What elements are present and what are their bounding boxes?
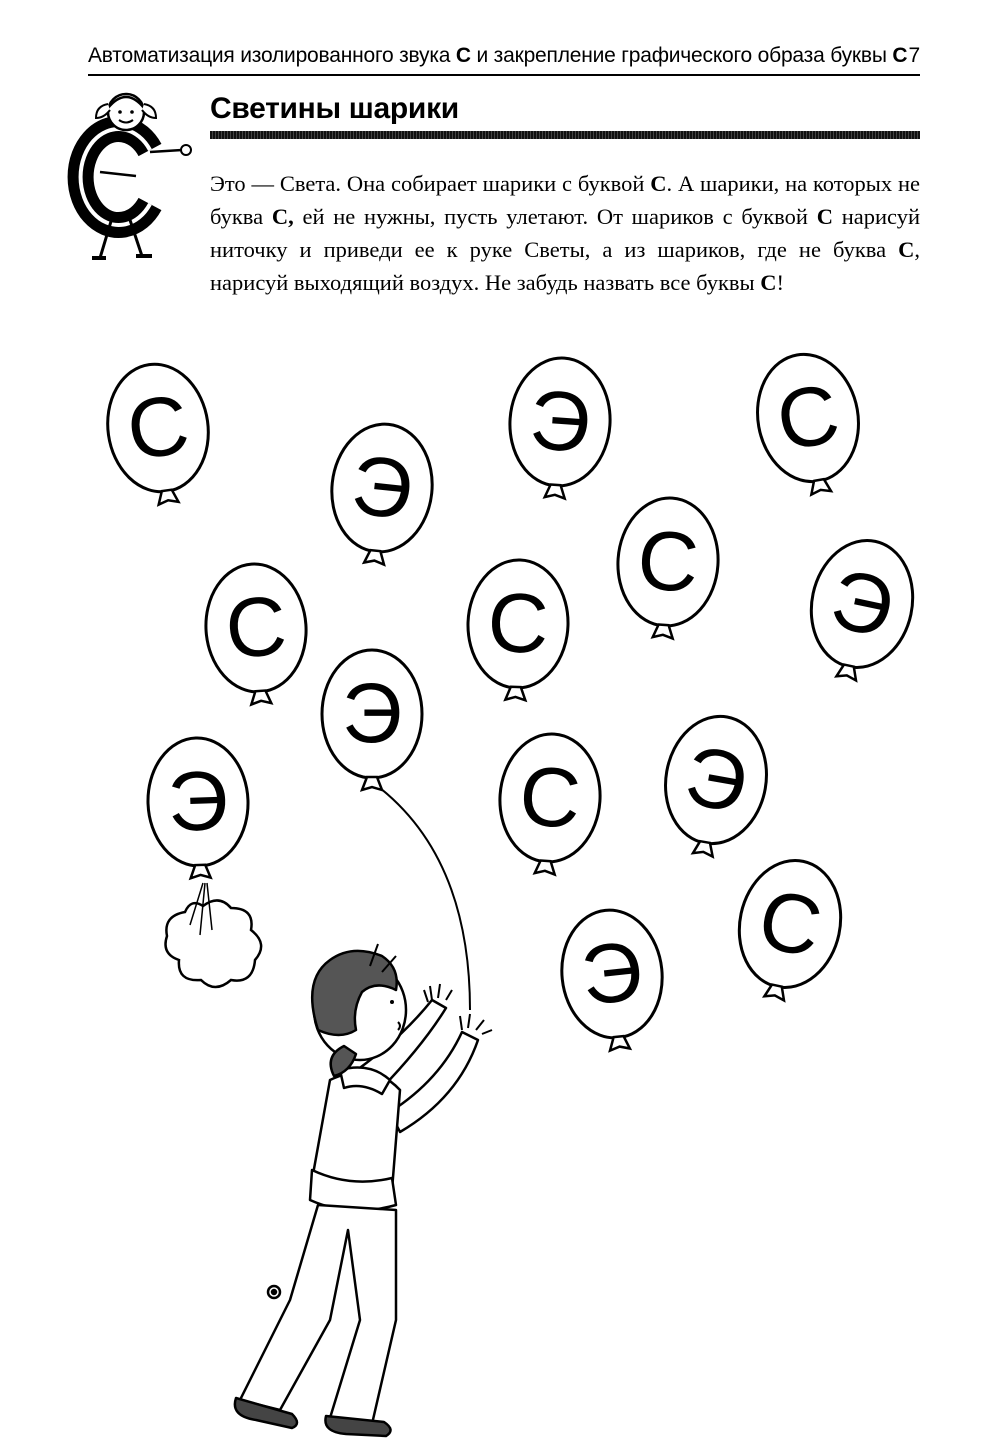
balloon-letter: С <box>121 376 195 478</box>
balloon <box>613 495 723 642</box>
balloon <box>146 736 251 879</box>
balloon-letter: С <box>634 512 702 611</box>
balloon <box>654 708 777 863</box>
air-puff <box>166 900 262 987</box>
instructions-paragraph: Это — Света. Она собирает шарики с буквой С. А шарики, на которых не буква С, ей не нужны, пусть улетают. От шариков с буквой С нарисуй ниточку и приведи ее к руке Светы, а из шариков, где не буква С, нарисуй выходящий воздух. Не забудь назвать все буквы С! <box>210 171 920 295</box>
balloon-letter: Э <box>347 437 418 537</box>
balloon-letter: Э <box>341 666 403 760</box>
balloon-letter: С <box>750 870 830 976</box>
girl-figure <box>235 944 492 1436</box>
balloon <box>748 346 871 501</box>
balloon <box>725 851 852 1009</box>
balloon-letter: С <box>486 574 550 672</box>
running-title: Автоматизация изолированного звука С и закрепление графического образа буквы С <box>88 44 908 67</box>
balloon-knot <box>362 777 382 790</box>
balloon <box>505 355 615 502</box>
balloon-letter: С <box>516 748 584 847</box>
balloon <box>322 650 422 790</box>
section-title: Светины шарики <box>210 92 459 125</box>
balloon-letter: Э <box>822 550 902 656</box>
balloon <box>100 358 219 511</box>
balloon-letter: С <box>222 578 290 677</box>
balloon <box>495 731 605 878</box>
balloon <box>797 531 924 689</box>
balloon-letter: Э <box>526 372 594 470</box>
balloon <box>556 905 670 1055</box>
page-number: 7 <box>908 44 920 67</box>
balloon-letter: Э <box>576 923 647 1023</box>
balloon <box>324 419 438 569</box>
balloon <box>202 561 312 708</box>
balloon-letter: Э <box>166 752 230 850</box>
balloon-letter: С <box>769 365 846 469</box>
balloon <box>465 558 570 701</box>
balloon-letter: Э <box>678 727 755 831</box>
